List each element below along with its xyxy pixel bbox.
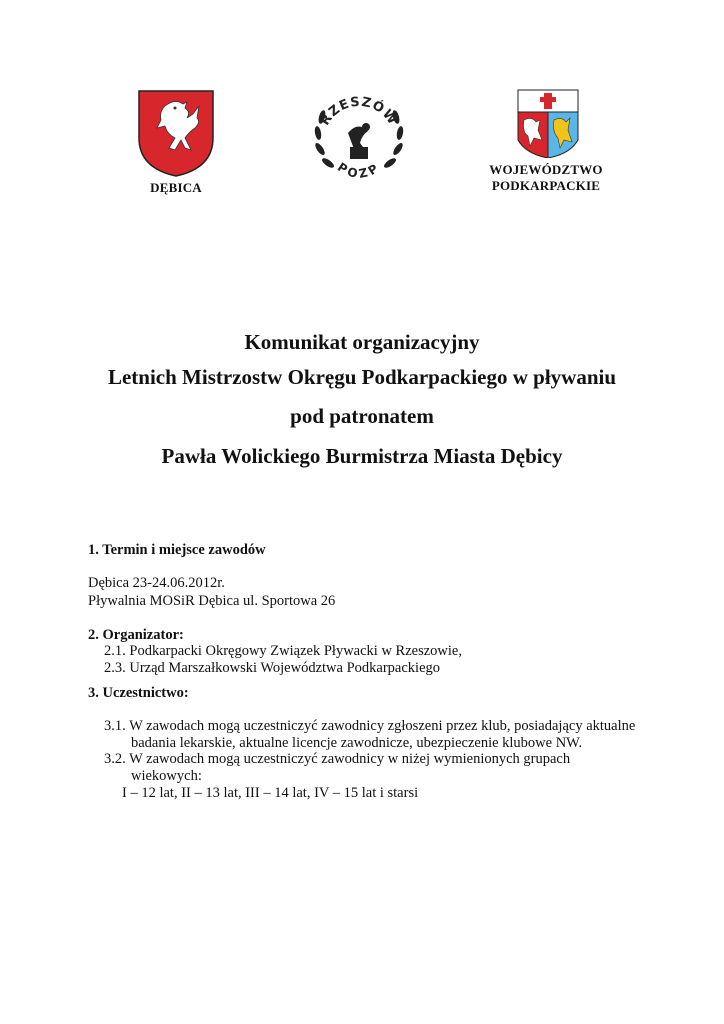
section-2-heading: 2. Organizator: bbox=[88, 627, 184, 643]
title-line-4: Pawła Wolickiego Burmistrza Miasta Dębicy bbox=[161, 444, 563, 468]
section-3-item-2-line-1: 3.2. W zawodach mogą uczestniczyć zawodnicy w niżej wymienionych grupach bbox=[104, 751, 571, 767]
section-2-item-2: 2.3. Urząd Marszałkowski Województwa Podkarpackiego bbox=[104, 660, 440, 676]
title-line-3: pod patronatem bbox=[290, 404, 434, 428]
section-3-heading: 3. Uczestnictwo: bbox=[88, 685, 189, 701]
section-3-age-groups: I – 12 lat, II – 13 lat, III – 14 lat, IV – 15 lat i starsi bbox=[122, 785, 419, 801]
wojewodztwo-caption-line2: PODKARPACKIE bbox=[491, 178, 601, 193]
wojewodztwo-caption-line1: WOJEWÓDZTWO bbox=[489, 162, 603, 177]
pozp-arc-text: POZP bbox=[335, 159, 383, 182]
section-2-item-1: 2.1. Podkarpacki Okręgowy Związek Pływacki w Rzeszowie, bbox=[104, 643, 462, 659]
section-1-heading: 1. Termin i miejsce zawodów bbox=[88, 542, 266, 558]
title-line-1: Komunikat organizacyjny bbox=[244, 330, 480, 354]
wojewodztwo-caption bbox=[476, 162, 616, 194]
section-3-item-1-line-1: 3.1. W zawodach mogą uczestniczyć zawodnicy zgłoszeni przez klub, posiadający aktualne bbox=[104, 718, 636, 734]
section-1-date: Dębica 23-24.06.2012r. bbox=[88, 575, 225, 591]
svg-text:POZP bbox=[335, 160, 383, 181]
rzeszow-pozp-emblem bbox=[308, 85, 410, 197]
section-1-venue: Pływalnia MOSiR Dębica ul. Sportowa 26 bbox=[88, 593, 336, 609]
section-3-item-2-line-2: wiekowych: bbox=[131, 768, 202, 784]
debica-caption: DĘBICA bbox=[150, 180, 202, 195]
title-line-2: Letnich Mistrzostw Okręgu Podkarpackiego w pływaniu bbox=[107, 365, 617, 389]
svg-text:RZESZÓW bbox=[318, 95, 401, 129]
rzeszow-arc-text: RZESZÓW bbox=[317, 94, 401, 129]
section-3-item-1-line-2: badania lekarskie, aktualne licencje zawodnicze, ubezpieczenie klubowe NW. bbox=[131, 735, 583, 751]
